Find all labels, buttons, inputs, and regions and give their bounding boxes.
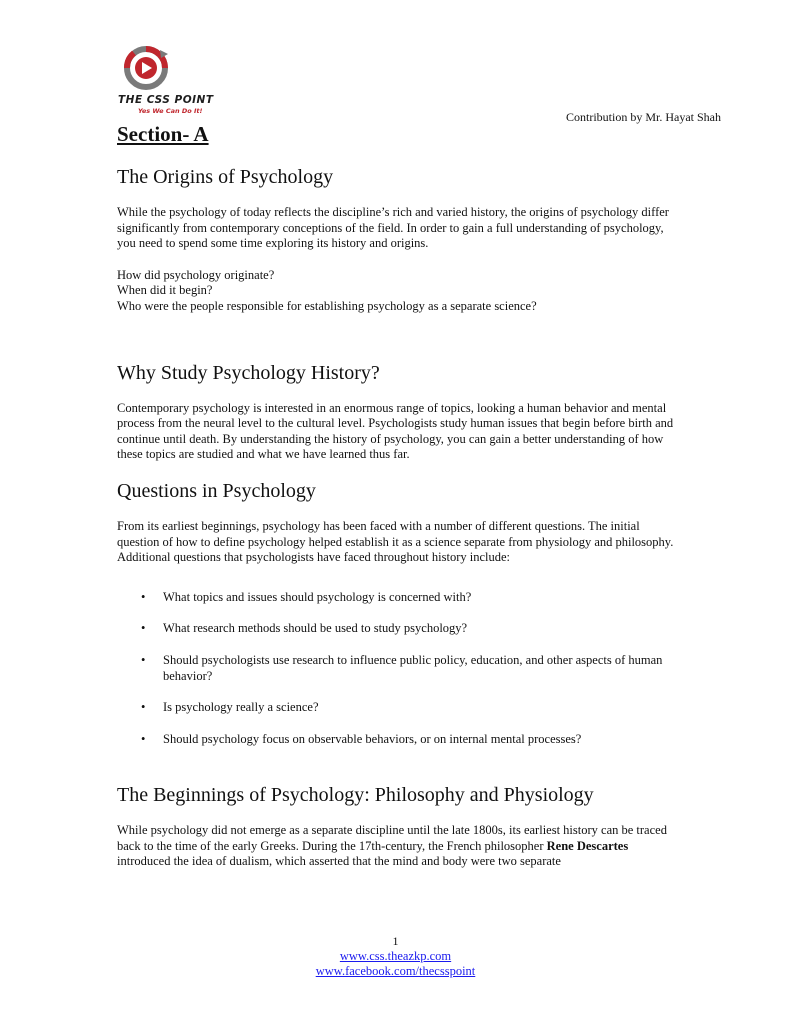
bullet-icon: • <box>141 731 146 746</box>
list-item-text: Should psychology focus on observable behaviors, or on internal mental processes? <box>163 731 582 746</box>
list-item <box>117 700 677 716</box>
list-item <box>117 732 677 748</box>
paragraph-text: While psychology did not emerge as a separate discipline until the late 1800s, its earliest history can be traced back to the time of the early Greeks. During the 17th-century, the French philosopher <box>117 823 667 853</box>
paragraph-why-study: Contemporary psychology is interested in an enormous range of topics, looking a human behavior and mental process from the neural level to the cultural level. Psychologists study human issues that begin before birth and continue until death. By understanding the history of psychology, you can gain a better understanding of how these topics are studied and what we have learned thus far. <box>117 400 674 462</box>
question-line: Who were the people responsible for establishing psychology as a separate science? <box>117 298 537 313</box>
document-body <box>117 122 677 886</box>
logo-emblem-icon <box>124 44 168 90</box>
list-item <box>117 621 677 637</box>
heading-questions: Questions in Psychology <box>117 479 316 502</box>
question-line: How did psychology originate? <box>117 267 275 282</box>
origin-questions <box>117 268 677 315</box>
list-item <box>117 653 677 684</box>
heading-why-study: Why Study Psychology History? <box>117 361 380 384</box>
list-item <box>117 590 677 606</box>
facebook-link[interactable]: www.facebook.com/thecsspoint <box>315 964 476 978</box>
list-item-text: What research methods should be used to study psychology? <box>163 621 468 636</box>
questions-bullet-list <box>117 590 677 748</box>
list-item-text: Is psychology really a science? <box>163 700 319 715</box>
paragraph-origins: While the psychology of today reflects the discipline’s rich and varied history, the origins of psychology differ significantly from contemporary conceptions of the field. In order to gain a full understanding of psychology, you need to spend some time exploring its history and origins. <box>117 205 669 251</box>
website-link[interactable]: www.css.theazkp.com <box>339 949 452 963</box>
page-footer <box>0 934 791 979</box>
paragraph-questions: From its earliest beginnings, psychology has been faced with a number of different questions. The initial question of how to define psychology helped establish it as a science separate from physiology and philosophy. Additional questions that psychologists have faced throughout history include: <box>117 518 674 565</box>
bullet-icon: • <box>141 652 146 667</box>
bullet-icon: • <box>141 589 146 604</box>
contribution-credit: Contribution by Mr. Hayat Shah <box>566 110 721 124</box>
logo-wordmark: THE CSS POINT <box>118 94 214 106</box>
paragraph-beginnings <box>117 823 677 870</box>
bold-name: Rene Descartes <box>546 838 629 853</box>
heading-origins: The Origins of Psychology <box>117 166 334 188</box>
page-number: 1 <box>392 934 399 948</box>
css-point-logo <box>118 44 230 124</box>
bullet-icon: • <box>141 700 146 715</box>
list-item-text: What topics and issues should psychology is concerned with? <box>163 589 472 604</box>
list-item-text: Should psychologists use research to influence public policy, education, and other aspects of human behavior? <box>163 652 663 683</box>
logo-tagline: Yes We Can Do It! <box>138 107 203 115</box>
paragraph-text: introduced the idea of dualism, which asserted that the mind and body were two separate <box>117 854 561 869</box>
heading-beginnings: The Beginnings of Psychology: Philosophy and Physiology <box>117 784 594 807</box>
section-title: Section- A <box>117 122 209 146</box>
question-line: When did it begin? <box>117 283 213 298</box>
bullet-icon: • <box>141 621 146 636</box>
